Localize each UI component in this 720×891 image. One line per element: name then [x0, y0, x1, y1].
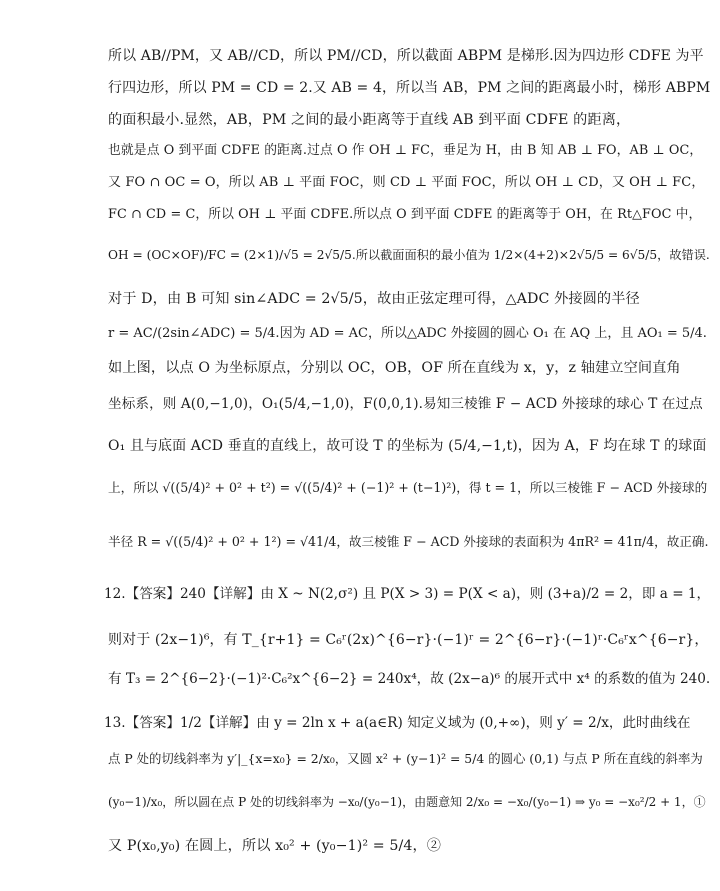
text-line: 则对于 (2x−1)⁶，有 T_{r+1} = C₆ʳ(2x)^{6−r}·(−1)ʳ = 2^{6−r}·(−1)ʳ·C₆ʳx^{6−r}， [108, 632, 709, 648]
text-line: (y₀−1)/x₀，所以圆在点 P 处的切线斜率为 −x₀/(y₀−1)，由题意知 2/x₀ = −x₀/(y₀−1) ⇒ y₀ = −x₀²/2 + 1，① [108, 795, 706, 809]
text-line: OH = (OC×OF)/FC = (2×1)/√5 = 2√5/5.所以截面面积的最小值为 1/2×(4+2)×2√5/5 = 6√5/5，故错误. [108, 248, 710, 262]
text-line: 如上图，以点 O 为坐标原点，分别以 OC，OB，OF 所在直线为 x，y，z 轴建立空间直角 [108, 360, 681, 376]
text-line: 又 FO ∩ OC = O，所以 AB ⊥ 平面 FOC，则 CD ⊥ 平面 FOC，所以 OH ⊥ CD，又 OH ⊥ FC， [108, 175, 705, 190]
text-line: FC ∩ CD = C，所以 OH ⊥ 平面 CDFE.所以点 O 到平面 CDFE 的距离等于 OH，在 Rt△FOC 中， [108, 207, 702, 222]
text-line: 所以 AB//PM，又 AB//CD，所以 PM//CD，所以截面 ABPM 是梯形.因为四边形 CDFE 为平 [108, 48, 704, 64]
text-line: 有 T₃ = 2^{6−2}·(−1)²·C₆²x^{6−2} = 240x⁴，故 (2x−a)⁶ 的展开式中 x⁴ 的系数的值为 240. [108, 671, 711, 687]
text-line: 的面积最小.显然，AB，PM 之间的最小距离等于直线 AB 到平面 CDFE 的距离， [108, 112, 631, 128]
text-line: 又 P(x₀,y₀) 在圆上，所以 x₀² + (y₀−1)² = 5/4，② [108, 838, 442, 854]
text-line: 也就是点 O 到平面 CDFE 的距离.过点 O 作 OH ⊥ FC，垂足为 H，由 B 知 AB ⊥ FO，AB ⊥ OC， [108, 143, 703, 158]
text-line: 行四边形，所以 PM = CD = 2.又 AB = 4，所以当 AB，PM 之间的距离最小时，梯形 ABPM [108, 80, 711, 96]
text-line: 点 P 处的切线斜率为 y′|_{x=x₀} = 2/x₀，又圆 x² + (y−1)² = 5/4 的圆心 (0,1) 与点 P 所在直线的斜率为 [108, 751, 703, 766]
text-line: O₁ 且与底面 ACD 垂直的直线上，故可设 T 的坐标为 (5/4,−1,t)，因为 A，F 均在球 T 的球面 [108, 438, 707, 454]
text-line: 坐标系，则 A(0,−1,0)，O₁(5/4,−1,0)，F(0,0,1).易知三棱锥 F − ACD 外接球的球心 T 在过点 [108, 396, 703, 412]
text-line: r = AC/(2sin∠ADC) = 5/4.因为 AD = AC，所以△ADC 外接圆的圆心 O₁ 在 AQ 上，且 AO₁ = 5/4. [108, 326, 707, 341]
text-line: 半径 R = √((5/4)² + 0² + 1²) = √41/4，故三棱锥 F − ACD 外接球的表面积为 4πR² = 41π/4，故正确. [108, 534, 709, 549]
text-line: 12.【答案】240【详解】由 X ~ N(2,σ²) 且 P(X > 3) = P(X < a)，则 (3+a)/2 = 2，即 a = 1， [104, 586, 711, 602]
text-line: 13.【答案】1/2【详解】由 y = 2ln x + a(a∈R) 知定义域为 (0,+∞)，则 y′ = 2/x，此时曲线在 [104, 715, 691, 731]
text-line: 对于 D，由 B 可知 sin∠ADC = 2√5/5，故由正弦定理可得，△ADC 外接圆的半径 [108, 291, 640, 307]
text-line: 上，所以 √((5/4)² + 0² + t²) = √((5/4)² + (−1)² + (t−1)²)，得 t = 1，所以三棱锥 F − ACD 外接球的 [108, 480, 708, 495]
